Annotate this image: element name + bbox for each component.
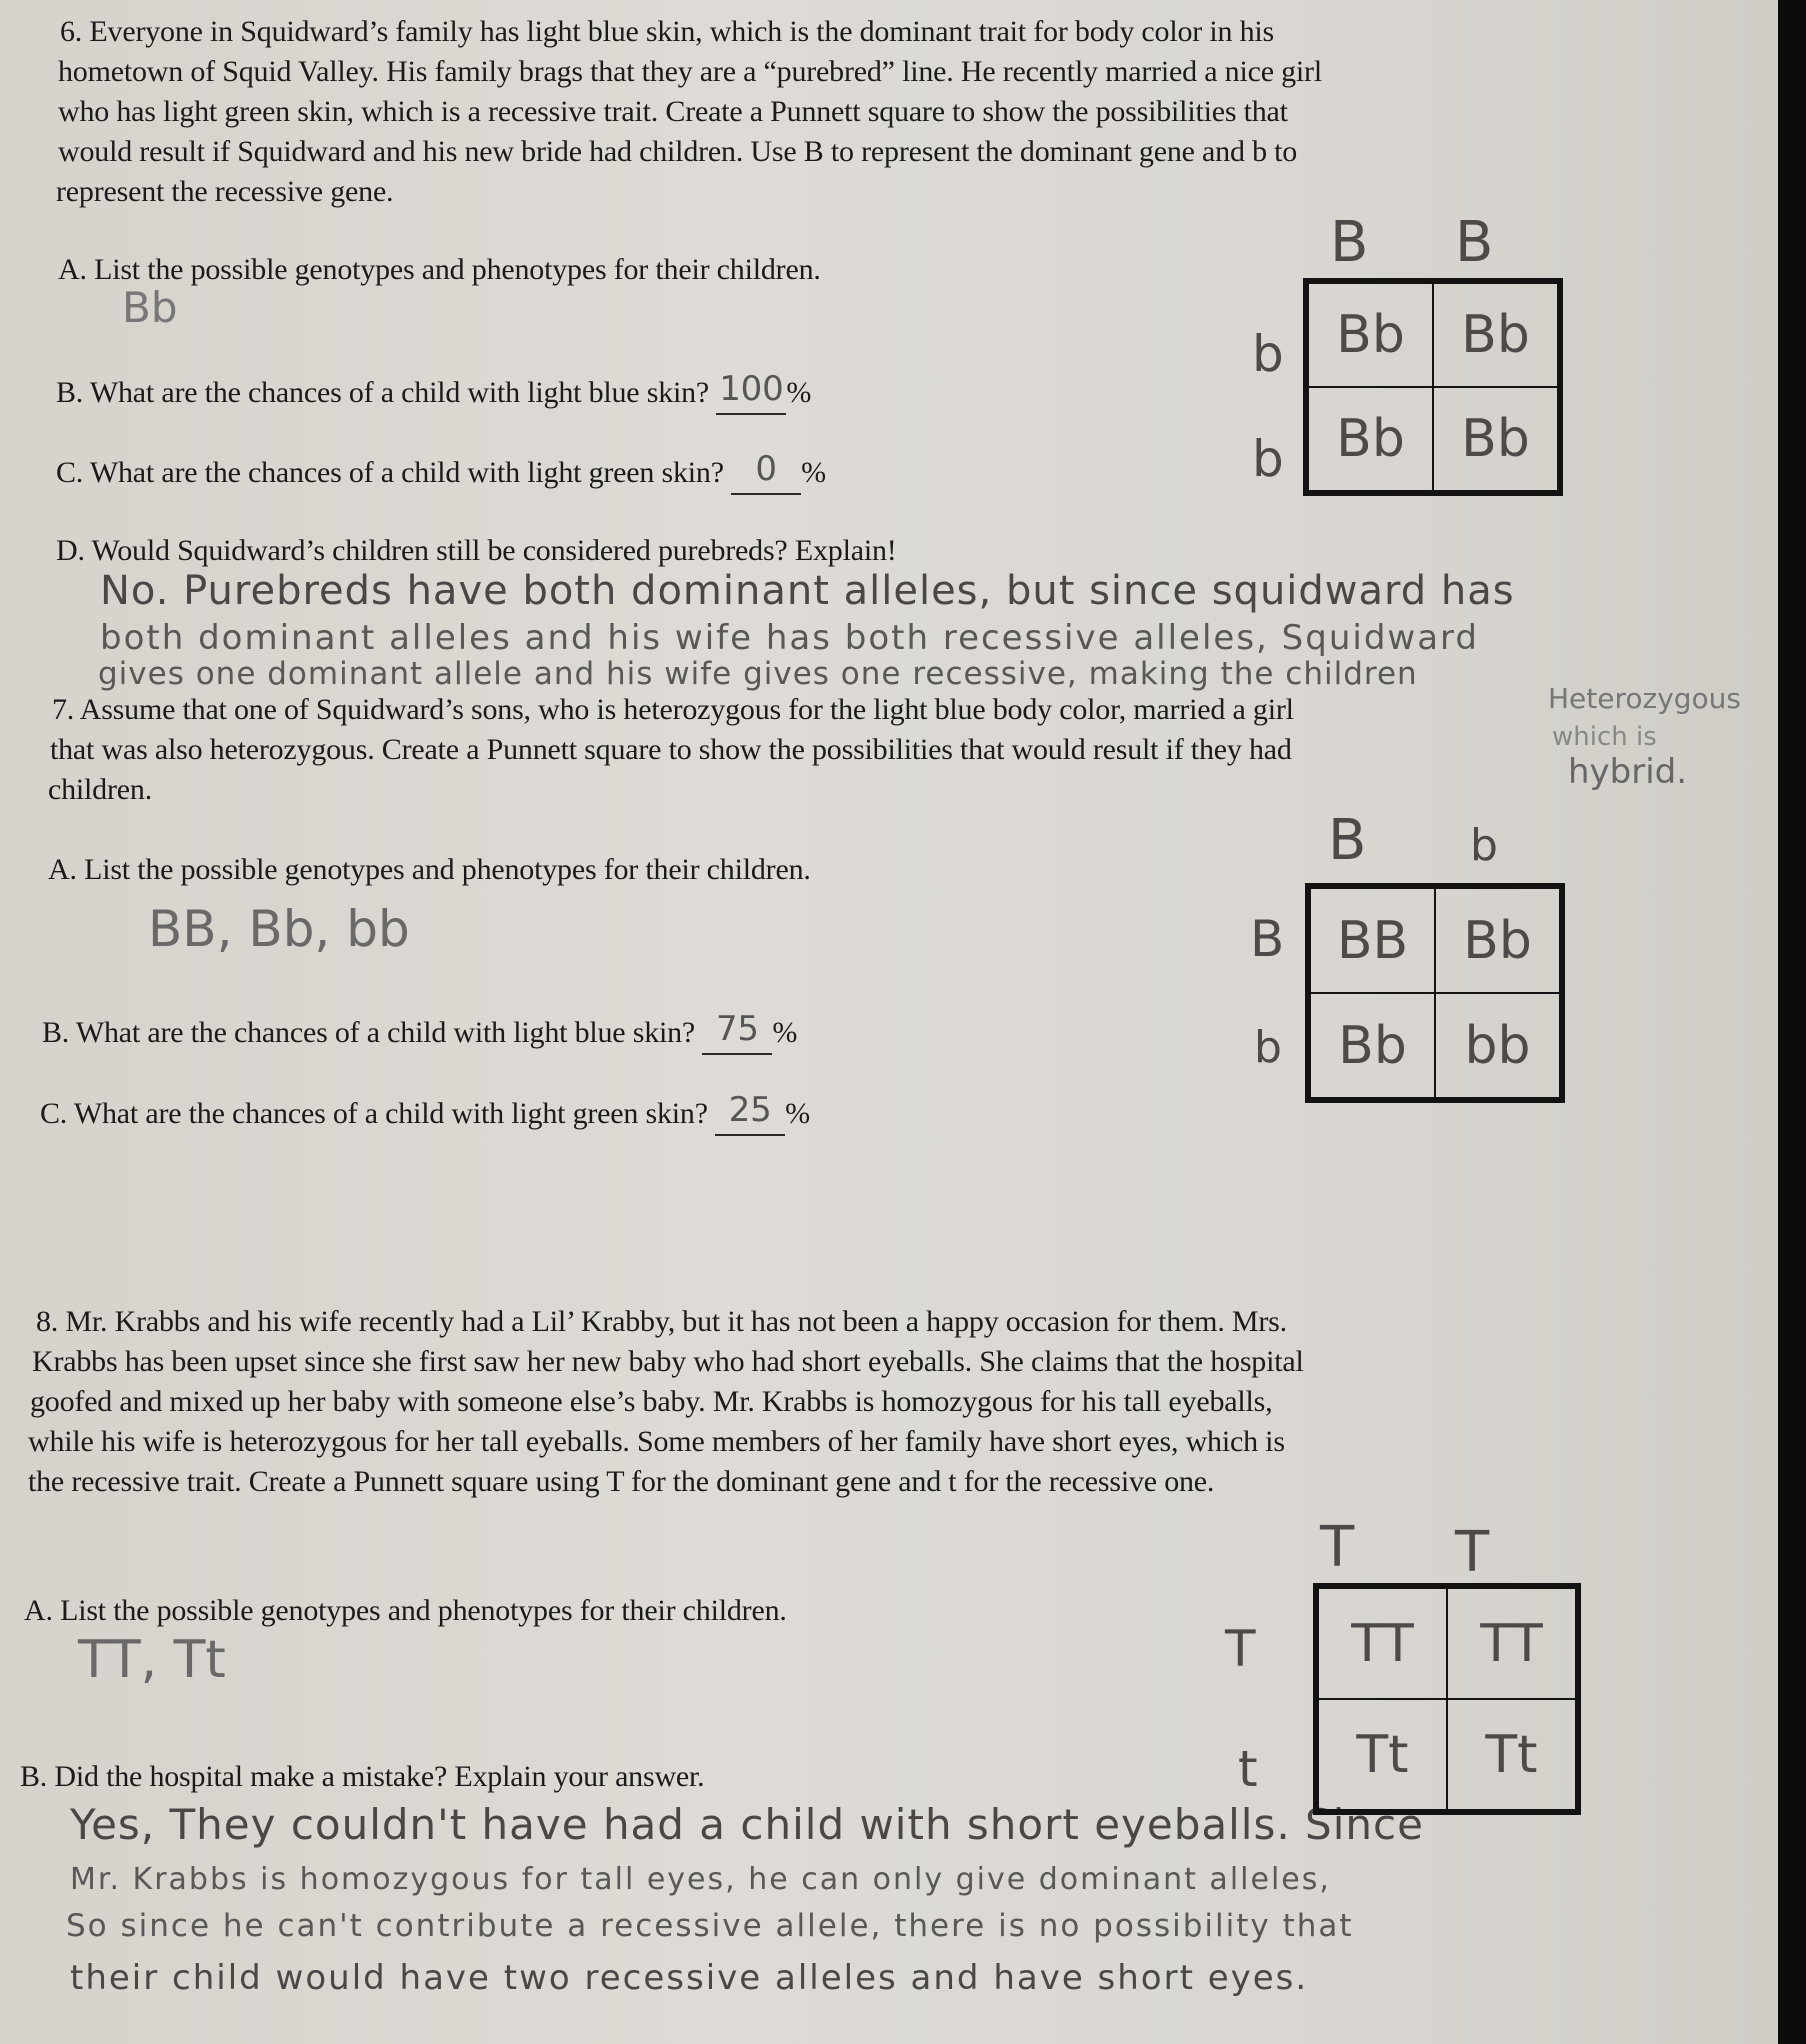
q8a-label: A. List the possible genotypes and phenotypes for their children. xyxy=(24,1594,787,1627)
q6-prompt-line: 6. Everyone in Squidward’s family has light blue skin, which is the dominant trait for body color in his xyxy=(60,15,1275,48)
q8b-answer-line: Mr. Krabbs is homozygous for tall eyes, he can only give dominant alleles, xyxy=(70,1862,1331,1897)
punnett-cell: Bb xyxy=(1308,387,1433,491)
q7-margin-note: which is xyxy=(1552,722,1657,752)
q6-side-allele: b xyxy=(1252,325,1284,383)
q8a-answer: TT, Tt xyxy=(78,1630,226,1690)
q8-top-allele: T xyxy=(1455,1520,1490,1585)
punnett-cell: Bb xyxy=(1433,387,1558,491)
q8-side-allele: T xyxy=(1225,1620,1256,1678)
q8b-answer-line: So since he can't contribute a recessive allele, there is no possibility that xyxy=(66,1908,1354,1944)
q6b-question: B. What are the chances of a child with light blue skin? xyxy=(56,376,710,409)
q6-prompt-line: represent the recessive gene. xyxy=(56,175,394,208)
q6b-answer: 100 xyxy=(719,369,784,409)
punnett-cell: Bb xyxy=(1308,283,1433,387)
q6c-label xyxy=(56,451,826,495)
q7c-question: C. What are the chances of a child with light green skin? xyxy=(40,1097,708,1130)
q6-punnett-square xyxy=(1303,278,1563,496)
q7a-label: A. List the possible genotypes and phenotypes for their children. xyxy=(48,853,811,886)
punnett-cell: TT xyxy=(1447,1588,1576,1699)
q7b-answer-blank[interactable] xyxy=(702,1011,772,1055)
q6-side-allele: b xyxy=(1252,430,1284,488)
q6-prompt-line: who has light green skin, which is a recessive trait. Create a Punnett square to show the possibilities that xyxy=(58,95,1288,128)
q8-prompt-line: Krabbs has been upset since she first saw her new baby who had short eyeballs. She claims that the hospital xyxy=(32,1345,1304,1378)
q8-prompt-line: the recessive trait. Create a Punnett square using T for the dominant gene and t for the recessive one. xyxy=(28,1465,1215,1498)
q6a-answer: Bb xyxy=(122,283,178,332)
q7-punnett-square xyxy=(1305,883,1565,1103)
q8-top-allele: T xyxy=(1320,1515,1355,1580)
q8-side-allele: t xyxy=(1238,1740,1258,1798)
q8b-label: B. Did the hospital make a mistake? Explain your answer. xyxy=(20,1760,705,1793)
q6d-answer-line: both dominant alleles and his wife has both recessive alleles, Squidward xyxy=(100,618,1480,658)
q7c-answer: 25 xyxy=(728,1090,772,1130)
percent-sign: % xyxy=(772,1016,798,1049)
q6-top-allele: B xyxy=(1330,210,1369,275)
q7-prompt-line: 7. Assume that one of Squidward’s sons, who is heterozygous for the light blue body color, married a girl xyxy=(52,693,1294,726)
q7-top-allele: b xyxy=(1470,820,1498,871)
q7-margin-note: Heterozygous xyxy=(1548,682,1742,715)
q8-prompt-line: 8. Mr. Krabbs and his wife recently had a Lil’ Krabby, but it has not been a happy occasion for them. Mrs. xyxy=(36,1305,1287,1338)
q7-prompt-line: children. xyxy=(48,773,152,806)
q7-margin-note: hybrid. xyxy=(1568,752,1688,792)
q8-punnett-square xyxy=(1313,1583,1581,1815)
q7b-question: B. What are the chances of a child with light blue skin? xyxy=(42,1016,696,1049)
q8b-answer-line: Yes, They couldn't have had a child with short eyeballs. Since xyxy=(70,1800,1424,1849)
q7c-label xyxy=(40,1092,810,1136)
q8-prompt-line: while his wife is heterozygous for her tall eyeballs. Some members of her family have short eyes, which is xyxy=(28,1425,1285,1458)
q6d-answer-line: gives one dominant allele and his wife gives one recessive, making the children xyxy=(98,656,1418,692)
q7-side-allele: b xyxy=(1254,1022,1282,1073)
percent-sign: % xyxy=(785,1097,810,1130)
punnett-cell: bb xyxy=(1435,993,1560,1098)
q7c-answer-blank[interactable] xyxy=(715,1092,785,1136)
punnett-cell: BB xyxy=(1310,888,1435,993)
q7-prompt-line: that was also heterozygous. Create a Punnett square to show the possibilities that would result if they had xyxy=(50,733,1292,766)
q6a-label: A. List the possible genotypes and phenotypes for their children. xyxy=(58,253,821,286)
punnett-cell: Tt xyxy=(1318,1699,1447,1810)
q6-prompt-line: would result if Squidward and his new bride had children. Use B to represent the dominant gene and b to xyxy=(58,135,1298,168)
q6b-label xyxy=(56,371,811,415)
percent-sign: % xyxy=(801,456,826,489)
q7a-answer: BB, Bb, bb xyxy=(148,900,410,958)
q7-top-allele: B xyxy=(1328,808,1367,873)
q7b-answer: 75 xyxy=(715,1009,759,1049)
q6c-question: C. What are the chances of a child with light green skin? xyxy=(56,456,724,489)
q6d-label: D. Would Squidward’s children still be considered purebreds? Explain! xyxy=(56,534,897,567)
q8b-answer-line: their child would have two recessive alleles and have short eyes. xyxy=(70,1958,1309,1998)
q7-side-allele: B xyxy=(1250,910,1285,968)
punnett-cell: TT xyxy=(1318,1588,1447,1699)
punnett-cell: Tt xyxy=(1447,1699,1576,1810)
photo-dark-edge xyxy=(1778,0,1806,2044)
q6b-answer-blank[interactable] xyxy=(716,371,786,415)
q6d-answer-line: No. Purebreds have both dominant alleles, but since squidward has xyxy=(100,568,1515,614)
q7b-label xyxy=(42,1011,797,1055)
q6-top-allele: B xyxy=(1455,210,1494,275)
q8-prompt-line: goofed and mixed up her baby with someone else’s baby. Mr. Krabbs is homozygous for his tall eyeballs, xyxy=(30,1385,1273,1418)
q6-prompt-line: hometown of Squid Valley. His family brags that they are a “purebred” line. He recently married a nice girl xyxy=(58,55,1322,88)
punnett-cell: Bb xyxy=(1433,283,1558,387)
q6c-answer-blank[interactable] xyxy=(731,451,801,495)
punnett-cell: Bb xyxy=(1310,993,1435,1098)
percent-sign: % xyxy=(786,376,812,409)
punnett-cell: Bb xyxy=(1435,888,1560,993)
q6c-answer: 0 xyxy=(755,449,777,489)
